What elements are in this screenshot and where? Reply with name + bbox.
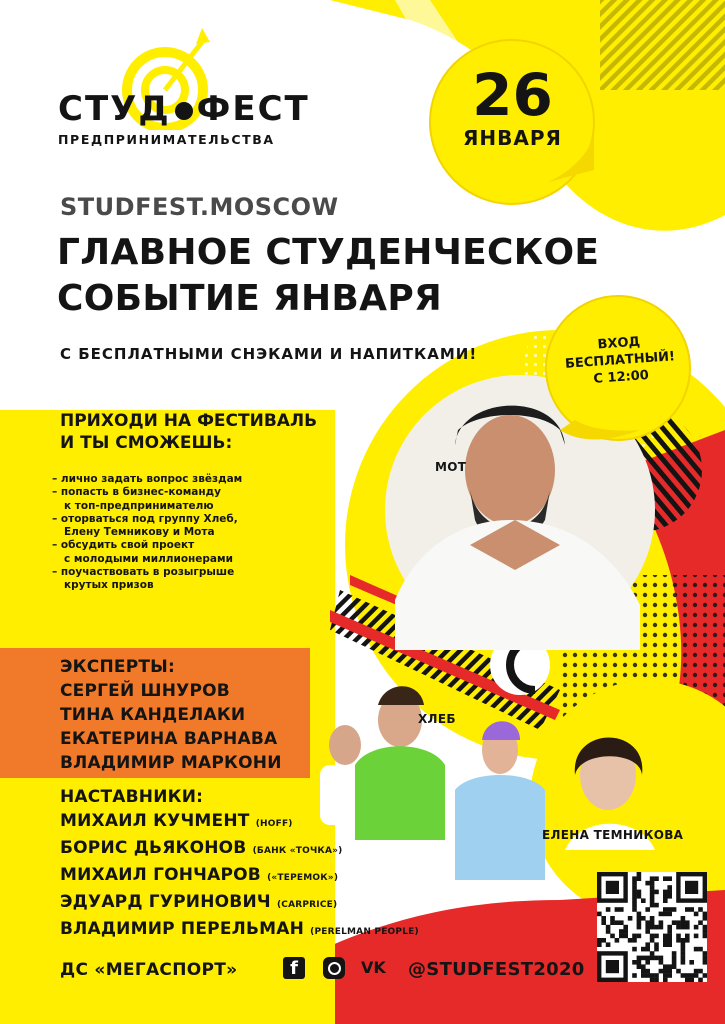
benefit-item: с молодыми миллионерами [64, 552, 233, 565]
benefits-title-1: ПРИХОДИ НА ФЕСТИВАЛЬ [60, 411, 318, 431]
mentor-row [60, 809, 419, 836]
benefit-item: – оторваться под группу Хлеб, [52, 512, 238, 525]
mentor-company: (БАНК «ТОЧКА») [252, 846, 343, 856]
social-handle[interactable]: @STUDFEST2020 [408, 959, 585, 980]
mentor-company: (CARPRICE) [276, 900, 338, 910]
benefit-item: – обсудить свой проект [52, 539, 195, 552]
expert-name: СЕРГЕЙ ШНУРОВ [60, 681, 230, 701]
mentors-title: НАСТАВНИКИ: [60, 787, 204, 807]
benefit-item: к топ-предпринимателю [64, 499, 214, 512]
mentor-company: («ТЕРЕМОК») [267, 873, 339, 883]
benefits-section [60, 410, 317, 454]
mentor-row [60, 863, 419, 890]
qr-code[interactable] [597, 872, 707, 982]
expert-name: ТИНА КАНДЕЛАКИ [60, 705, 246, 725]
headline-line-2: СОБЫТИЕ ЯНВАРЯ [57, 278, 443, 319]
mentor-row [60, 836, 419, 863]
entry-badge [558, 331, 681, 390]
mentor-row [60, 917, 419, 944]
benefits-list [52, 473, 242, 593]
logo [58, 90, 310, 147]
headline-line-1: ГЛАВНОЕ СТУДЕНЧЕСКОЕ [57, 232, 600, 273]
logo-subtitle: ПРЕДПРИНИМАТЕЛЬСТВА [58, 132, 275, 147]
vk-icon[interactable]: VK [361, 958, 386, 977]
mentor-name: БОРИС ДЬЯКОНОВ [60, 838, 247, 858]
expert-name: ВЛАДИМИР МАРКОНИ [60, 753, 282, 773]
mentor-name: МИХАИЛ КУЧМЕНТ [60, 811, 250, 831]
logo-text-right: ФЕСТ [196, 89, 310, 129]
performer-label-mot: МОТ [435, 460, 467, 474]
headline [57, 230, 599, 322]
website-url[interactable]: STUDFEST.MOSCOW [60, 193, 339, 221]
entry-line-2: БЕСПЛАТНЫЙ! [564, 349, 676, 372]
mentor-name: ВЛАДИМИР ПЕРЕЛЬМАН [60, 919, 305, 939]
benefit-item: – лично задать вопрос звёздам [52, 473, 243, 485]
date-day: 26 [472, 61, 553, 129]
expert-name: ЕКАТЕРИНА ВАРНАВА [60, 729, 278, 749]
performer-label-temnikova: ЕЛЕНА ТЕМНИКОВА [542, 828, 684, 842]
qr-code-image [597, 872, 707, 982]
mentor-name: МИХАИЛ ГОНЧАРОВ [60, 865, 261, 885]
date-badge [430, 61, 595, 150]
mentor-company: (PERELMAN PEOPLE) [310, 927, 419, 937]
entry-line-1: ВХОД [597, 334, 641, 353]
benefit-item: Елену Темникову и Мота [64, 526, 215, 539]
mentors-section [60, 785, 419, 944]
entry-line-3: С 12:00 [592, 368, 650, 387]
experts-section [60, 655, 282, 775]
benefit-item: крутых призов [64, 579, 154, 592]
instagram-icon[interactable] [323, 957, 345, 979]
facebook-icon[interactable]: f [283, 957, 305, 979]
mentor-company: (HOFF) [255, 819, 293, 829]
date-month: ЯНВАРЯ [463, 126, 562, 150]
venue: ДС «МЕГАСПОРТ» [60, 960, 238, 980]
subheadline: С БЕСПЛАТНЫМИ СНЭКАМИ И НАПИТКАМИ! [60, 345, 478, 363]
benefits-title-2: И ТЫ СМОЖЕШЬ: [60, 433, 233, 453]
experts-title: ЭКСПЕРТЫ: [60, 657, 175, 677]
performer-label-hleb: ХЛЕБ [418, 712, 456, 726]
logo-dot-icon [175, 102, 193, 120]
mentor-row [60, 890, 419, 917]
logo-text-left: СТУД [58, 89, 171, 129]
benefit-item: – поучаствовать в розыгрыше [52, 566, 235, 579]
mentor-name: ЭДУАРД ГУРИНОВИЧ [60, 892, 271, 912]
benefit-item: – попасть в бизнес-команду [52, 486, 221, 499]
